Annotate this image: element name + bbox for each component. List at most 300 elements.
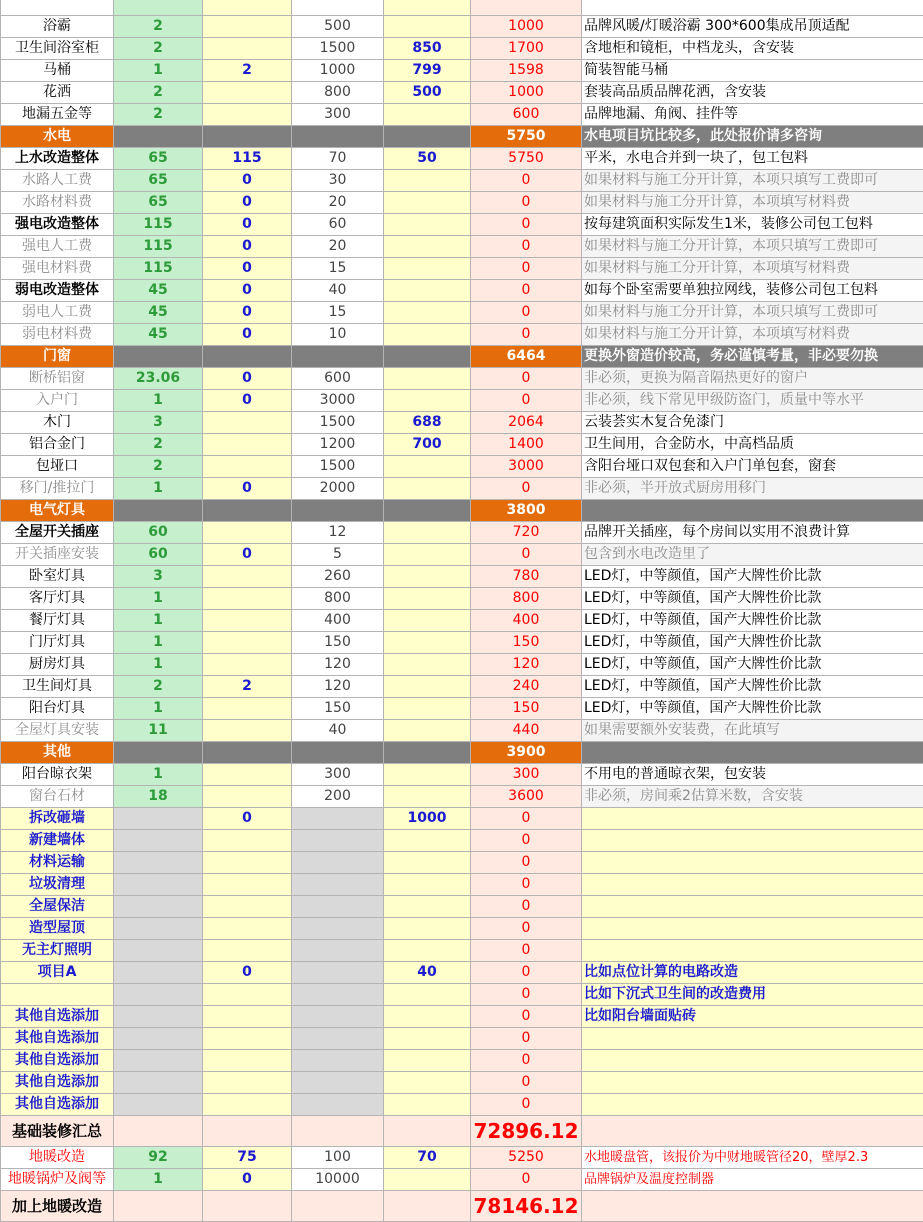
unit-price-cell[interactable]: 10000	[292, 1169, 384, 1191]
area-cell[interactable]	[114, 830, 203, 852]
unit-price-cell[interactable]: 1500	[292, 412, 384, 434]
item-name-cell[interactable]: 全屋开关插座	[1, 522, 114, 544]
note-cell[interactable]	[582, 874, 923, 896]
item-name-cell[interactable]: 强电材料费	[1, 258, 114, 280]
area-cell[interactable]: 18	[114, 786, 203, 808]
item-name-cell[interactable]: 其他自选添加	[1, 1050, 114, 1072]
actual-price-cell[interactable]	[384, 1191, 471, 1222]
area-cell[interactable]: 1	[114, 654, 203, 676]
actual-price-cell[interactable]	[384, 676, 471, 698]
item-name-cell[interactable]	[1, 0, 114, 16]
item-name-cell[interactable]: 其他自选添加	[1, 1072, 114, 1094]
actual-price-cell[interactable]	[384, 632, 471, 654]
note-cell[interactable]: 如每个卧室需要单独拉网线，装修公司包工包料	[582, 280, 923, 302]
unit-price-cell[interactable]: 15	[292, 302, 384, 324]
amount-cell[interactable]: 150	[471, 632, 582, 654]
count-cell[interactable]: 75	[203, 1147, 292, 1169]
actual-price-cell[interactable]	[384, 104, 471, 126]
note-cell[interactable]: 卫生间用，合金防水，中高档品质	[582, 434, 923, 456]
count-cell[interactable]	[203, 632, 292, 654]
note-cell[interactable]: 非必须，半开放式厨房用移门	[582, 478, 923, 500]
amount-cell[interactable]: 1000	[471, 16, 582, 38]
actual-price-cell[interactable]	[384, 302, 471, 324]
item-name-cell[interactable]: 铝合金门	[1, 434, 114, 456]
actual-price-cell[interactable]: 799	[384, 60, 471, 82]
unit-price-cell[interactable]: 100	[292, 1147, 384, 1169]
item-name-cell[interactable]: 其他自选添加	[1, 1094, 114, 1116]
actual-price-cell[interactable]	[384, 346, 471, 368]
item-name-cell[interactable]: 强电改造整体	[1, 214, 114, 236]
actual-price-cell[interactable]	[384, 940, 471, 962]
count-cell[interactable]	[203, 82, 292, 104]
note-cell[interactable]	[582, 1116, 923, 1147]
count-cell[interactable]: 0	[203, 236, 292, 258]
actual-price-cell[interactable]: 70	[384, 1147, 471, 1169]
actual-price-cell[interactable]	[384, 720, 471, 742]
item-name-cell[interactable]: 水路材料费	[1, 192, 114, 214]
count-cell[interactable]: 0	[203, 214, 292, 236]
amount-cell[interactable]: 240	[471, 676, 582, 698]
note-cell[interactable]: 如果材料与施工分开计算，本项填写材料费	[582, 324, 923, 346]
area-cell[interactable]	[114, 1006, 203, 1028]
unit-price-cell[interactable]: 3000	[292, 390, 384, 412]
note-cell[interactable]: 非必须，线下常见甲级防盗门，质量中等水平	[582, 390, 923, 412]
count-cell[interactable]	[203, 1116, 292, 1147]
count-cell[interactable]	[203, 654, 292, 676]
area-cell[interactable]: 1	[114, 1169, 203, 1191]
unit-price-cell[interactable]: 60	[292, 214, 384, 236]
amount-cell[interactable]: 0	[471, 192, 582, 214]
amount-cell[interactable]: 1000	[471, 82, 582, 104]
actual-price-cell[interactable]	[384, 544, 471, 566]
item-name-cell[interactable]: 其他	[1, 742, 114, 764]
count-cell[interactable]: 0	[203, 192, 292, 214]
amount-cell[interactable]: 300	[471, 764, 582, 786]
note-cell[interactable]: 如果材料与施工分开计算，本项填写材料费	[582, 192, 923, 214]
note-cell[interactable]: 云装荟实木复合免漆门	[582, 412, 923, 434]
area-cell[interactable]: 60	[114, 522, 203, 544]
note-cell[interactable]	[582, 1094, 923, 1116]
note-cell[interactable]: LED灯，中等颜值，国产大牌性价比款	[582, 588, 923, 610]
note-cell[interactable]	[582, 830, 923, 852]
item-name-cell[interactable]: 移门/推拉门	[1, 478, 114, 500]
area-cell[interactable]: 1	[114, 588, 203, 610]
unit-price-cell[interactable]: 600	[292, 368, 384, 390]
amount-cell[interactable]: 120	[471, 654, 582, 676]
unit-price-cell[interactable]	[292, 984, 384, 1006]
amount-cell[interactable]: 0	[471, 852, 582, 874]
area-cell[interactable]	[114, 742, 203, 764]
area-cell[interactable]: 23.06	[114, 368, 203, 390]
area-cell[interactable]: 1	[114, 698, 203, 720]
unit-price-cell[interactable]	[292, 1191, 384, 1222]
item-name-cell[interactable]: 餐厅灯具	[1, 610, 114, 632]
item-name-cell[interactable]: 地暖锅炉及阀等	[1, 1169, 114, 1191]
area-cell[interactable]: 2	[114, 434, 203, 456]
unit-price-cell[interactable]: 400	[292, 610, 384, 632]
count-cell[interactable]: 0	[203, 478, 292, 500]
area-cell[interactable]: 1	[114, 764, 203, 786]
unit-price-cell[interactable]: 200	[292, 786, 384, 808]
actual-price-cell[interactable]	[384, 522, 471, 544]
unit-price-cell[interactable]: 260	[292, 566, 384, 588]
actual-price-cell[interactable]	[384, 1169, 471, 1191]
count-cell[interactable]	[203, 0, 292, 16]
note-cell[interactable]: 比如点位计算的电路改造	[582, 962, 923, 984]
unit-price-cell[interactable]: 120	[292, 676, 384, 698]
count-cell[interactable]	[203, 434, 292, 456]
area-cell[interactable]: 45	[114, 280, 203, 302]
amount-cell[interactable]: 3000	[471, 456, 582, 478]
area-cell[interactable]: 1	[114, 60, 203, 82]
note-cell[interactable]: LED灯，中等颜值，国产大牌性价比款	[582, 676, 923, 698]
amount-cell[interactable]: 5250	[471, 1147, 582, 1169]
note-cell[interactable]	[582, 896, 923, 918]
note-cell[interactable]	[582, 808, 923, 830]
unit-price-cell[interactable]	[292, 1116, 384, 1147]
item-name-cell[interactable]: 垃圾清理	[1, 874, 114, 896]
unit-price-cell[interactable]	[292, 940, 384, 962]
actual-price-cell[interactable]	[384, 478, 471, 500]
item-name-cell[interactable]: 客厅灯具	[1, 588, 114, 610]
count-cell[interactable]	[203, 984, 292, 1006]
amount-cell[interactable]: 78146.12	[471, 1191, 582, 1222]
area-cell[interactable]	[114, 852, 203, 874]
actual-price-cell[interactable]	[384, 456, 471, 478]
item-name-cell[interactable]: 拆改砸墙	[1, 808, 114, 830]
actual-price-cell[interactable]	[384, 236, 471, 258]
unit-price-cell[interactable]: 1500	[292, 456, 384, 478]
note-cell[interactable]: 如果材料与施工分开计算，本项填写材料费	[582, 258, 923, 280]
actual-price-cell[interactable]	[384, 170, 471, 192]
area-cell[interactable]	[114, 1116, 203, 1147]
unit-price-cell[interactable]: 120	[292, 654, 384, 676]
area-cell[interactable]: 2	[114, 676, 203, 698]
amount-cell[interactable]: 0	[471, 918, 582, 940]
amount-cell[interactable]: 0	[471, 390, 582, 412]
area-cell[interactable]: 2	[114, 82, 203, 104]
actual-price-cell[interactable]: 40	[384, 962, 471, 984]
amount-cell[interactable]: 400	[471, 610, 582, 632]
area-cell[interactable]: 3	[114, 412, 203, 434]
item-name-cell[interactable]: 材料运输	[1, 852, 114, 874]
actual-price-cell[interactable]	[384, 500, 471, 522]
unit-price-cell[interactable]: 300	[292, 104, 384, 126]
unit-price-cell[interactable]	[292, 500, 384, 522]
area-cell[interactable]: 2	[114, 104, 203, 126]
area-cell[interactable]	[114, 918, 203, 940]
item-name-cell[interactable]: 加上地暖改造	[1, 1191, 114, 1222]
amount-cell[interactable]: 0	[471, 940, 582, 962]
unit-price-cell[interactable]: 150	[292, 698, 384, 720]
count-cell[interactable]: 0	[203, 962, 292, 984]
area-cell[interactable]	[114, 984, 203, 1006]
area-cell[interactable]	[114, 1028, 203, 1050]
actual-price-cell[interactable]	[384, 654, 471, 676]
amount-cell[interactable]: 0	[471, 544, 582, 566]
actual-price-cell[interactable]: 1000	[384, 808, 471, 830]
count-cell[interactable]: 0	[203, 808, 292, 830]
note-cell[interactable]: 包含到水电改造里了	[582, 544, 923, 566]
count-cell[interactable]	[203, 412, 292, 434]
note-cell[interactable]: 更换外窗造价较高，务必谨慎考量，非必要勿换	[582, 346, 923, 368]
actual-price-cell[interactable]	[384, 566, 471, 588]
area-cell[interactable]	[114, 808, 203, 830]
unit-price-cell[interactable]	[292, 852, 384, 874]
note-cell[interactable]: LED灯，中等颜值，国产大牌性价比款	[582, 698, 923, 720]
item-name-cell[interactable]: 弱电材料费	[1, 324, 114, 346]
count-cell[interactable]	[203, 566, 292, 588]
amount-cell[interactable]: 0	[471, 962, 582, 984]
note-cell[interactable]	[582, 500, 923, 522]
item-name-cell[interactable]: 浴霸	[1, 16, 114, 38]
area-cell[interactable]: 45	[114, 324, 203, 346]
unit-price-cell[interactable]: 70	[292, 148, 384, 170]
area-cell[interactable]: 2	[114, 456, 203, 478]
count-cell[interactable]: 0	[203, 280, 292, 302]
area-cell[interactable]: 115	[114, 214, 203, 236]
actual-price-cell[interactable]	[384, 390, 471, 412]
note-cell[interactable]: 如果材料与施工分开计算，本项只填写工费即可	[582, 236, 923, 258]
unit-price-cell[interactable]: 15	[292, 258, 384, 280]
note-cell[interactable]: 含阳台垭口双包套和入户门单包套，窗套	[582, 456, 923, 478]
actual-price-cell[interactable]	[384, 1072, 471, 1094]
unit-price-cell[interactable]: 1200	[292, 434, 384, 456]
unit-price-cell[interactable]: 2000	[292, 478, 384, 500]
item-name-cell[interactable]: 其他自选添加	[1, 1028, 114, 1050]
area-cell[interactable]: 2	[114, 16, 203, 38]
area-cell[interactable]	[114, 0, 203, 16]
unit-price-cell[interactable]: 30	[292, 170, 384, 192]
note-cell[interactable]	[582, 1028, 923, 1050]
actual-price-cell[interactable]	[384, 280, 471, 302]
count-cell[interactable]	[203, 1050, 292, 1072]
amount-cell[interactable]: 0	[471, 1028, 582, 1050]
area-cell[interactable]: 2	[114, 38, 203, 60]
amount-cell[interactable]: 1700	[471, 38, 582, 60]
count-cell[interactable]	[203, 104, 292, 126]
amount-cell[interactable]: 0	[471, 280, 582, 302]
note-cell[interactable]: 品牌地漏、角阀、挂件等	[582, 104, 923, 126]
actual-price-cell[interactable]	[384, 698, 471, 720]
count-cell[interactable]	[203, 346, 292, 368]
note-cell[interactable]: 比如阳台墙面贴砖	[582, 1006, 923, 1028]
unit-price-cell[interactable]	[292, 0, 384, 16]
amount-cell[interactable]: 0	[471, 170, 582, 192]
area-cell[interactable]	[114, 500, 203, 522]
area-cell[interactable]: 115	[114, 258, 203, 280]
item-name-cell[interactable]: 弱电人工费	[1, 302, 114, 324]
item-name-cell[interactable]: 弱电改造整体	[1, 280, 114, 302]
area-cell[interactable]: 65	[114, 148, 203, 170]
item-name-cell[interactable]: 卫生间浴室柜	[1, 38, 114, 60]
count-cell[interactable]	[203, 742, 292, 764]
count-cell[interactable]	[203, 610, 292, 632]
actual-price-cell[interactable]	[384, 1050, 471, 1072]
actual-price-cell[interactable]: 50	[384, 148, 471, 170]
actual-price-cell[interactable]	[384, 742, 471, 764]
note-cell[interactable]: 非必须，房间乘2估算米数，含安装	[582, 786, 923, 808]
amount-cell[interactable]: 0	[471, 324, 582, 346]
actual-price-cell[interactable]	[384, 1006, 471, 1028]
note-cell[interactable]: 比如下沉式卫生间的改造费用	[582, 984, 923, 1006]
area-cell[interactable]	[114, 940, 203, 962]
note-cell[interactable]	[582, 0, 923, 16]
note-cell[interactable]: 不用电的普通晾衣架，包安装	[582, 764, 923, 786]
note-cell[interactable]	[582, 742, 923, 764]
amount-cell[interactable]: 150	[471, 698, 582, 720]
amount-cell[interactable]: 0	[471, 1050, 582, 1072]
amount-cell[interactable]: 0	[471, 830, 582, 852]
item-name-cell[interactable]: 卧室灯具	[1, 566, 114, 588]
area-cell[interactable]	[114, 874, 203, 896]
count-cell[interactable]	[203, 698, 292, 720]
note-cell[interactable]: 按每建筑面积实际发生1米，装修公司包工包料	[582, 214, 923, 236]
item-name-cell[interactable]: 电气灯具	[1, 500, 114, 522]
area-cell[interactable]	[114, 1050, 203, 1072]
amount-cell[interactable]: 5750	[471, 126, 582, 148]
unit-price-cell[interactable]	[292, 962, 384, 984]
unit-price-cell[interactable]	[292, 126, 384, 148]
area-cell[interactable]: 11	[114, 720, 203, 742]
count-cell[interactable]: 0	[203, 258, 292, 280]
unit-price-cell[interactable]	[292, 830, 384, 852]
item-name-cell[interactable]: 花洒	[1, 82, 114, 104]
area-cell[interactable]: 1	[114, 478, 203, 500]
count-cell[interactable]	[203, 1094, 292, 1116]
note-cell[interactable]	[582, 940, 923, 962]
unit-price-cell[interactable]	[292, 346, 384, 368]
item-name-cell[interactable]: 水电	[1, 126, 114, 148]
note-cell[interactable]: 如果材料与施工分开计算，本项只填写工费即可	[582, 170, 923, 192]
area-cell[interactable]	[114, 1072, 203, 1094]
unit-price-cell[interactable]: 10	[292, 324, 384, 346]
actual-price-cell[interactable]	[384, 1094, 471, 1116]
count-cell[interactable]: 115	[203, 148, 292, 170]
note-cell[interactable]: LED灯，中等颜值，国产大牌性价比款	[582, 610, 923, 632]
note-cell[interactable]: 如果材料与施工分开计算，本项只填写工费即可	[582, 302, 923, 324]
amount-cell[interactable]: 0	[471, 984, 582, 1006]
area-cell[interactable]	[114, 1094, 203, 1116]
count-cell[interactable]	[203, 896, 292, 918]
item-name-cell[interactable]: 断桥铝窗	[1, 368, 114, 390]
count-cell[interactable]	[203, 830, 292, 852]
area-cell[interactable]: 1	[114, 390, 203, 412]
unit-price-cell[interactable]: 12	[292, 522, 384, 544]
area-cell[interactable]	[114, 896, 203, 918]
area-cell[interactable]: 92	[114, 1147, 203, 1169]
item-name-cell[interactable]: 卫生间灯具	[1, 676, 114, 698]
area-cell[interactable]	[114, 1191, 203, 1222]
actual-price-cell[interactable]	[384, 16, 471, 38]
item-name-cell[interactable]: 基础装修汇总	[1, 1116, 114, 1147]
count-cell[interactable]: 0	[203, 368, 292, 390]
actual-price-cell[interactable]	[384, 896, 471, 918]
unit-price-cell[interactable]: 500	[292, 16, 384, 38]
note-cell[interactable]: 简装智能马桶	[582, 60, 923, 82]
note-cell[interactable]: 套装高品质品牌花洒，含安装	[582, 82, 923, 104]
unit-price-cell[interactable]	[292, 1006, 384, 1028]
amount-cell[interactable]: 0	[471, 896, 582, 918]
note-cell[interactable]	[582, 1050, 923, 1072]
item-name-cell[interactable]: 厨房灯具	[1, 654, 114, 676]
amount-cell[interactable]: 780	[471, 566, 582, 588]
count-cell[interactable]	[203, 918, 292, 940]
actual-price-cell[interactable]	[384, 1116, 471, 1147]
item-name-cell[interactable]: 上水改造整体	[1, 148, 114, 170]
note-cell[interactable]: LED灯，中等颜值，国产大牌性价比款	[582, 566, 923, 588]
actual-price-cell[interactable]: 850	[384, 38, 471, 60]
item-name-cell[interactable]: 强电人工费	[1, 236, 114, 258]
unit-price-cell[interactable]	[292, 1050, 384, 1072]
count-cell[interactable]	[203, 720, 292, 742]
actual-price-cell[interactable]: 700	[384, 434, 471, 456]
item-name-cell[interactable]: 造型屋顶	[1, 918, 114, 940]
note-cell[interactable]: 非必须，更换为隔音隔热更好的窗户	[582, 368, 923, 390]
actual-price-cell[interactable]	[384, 786, 471, 808]
unit-price-cell[interactable]	[292, 1028, 384, 1050]
unit-price-cell[interactable]: 800	[292, 82, 384, 104]
actual-price-cell[interactable]	[384, 192, 471, 214]
count-cell[interactable]: 0	[203, 302, 292, 324]
unit-price-cell[interactable]	[292, 1094, 384, 1116]
count-cell[interactable]	[203, 588, 292, 610]
count-cell[interactable]	[203, 940, 292, 962]
item-name-cell[interactable]: 包垭口	[1, 456, 114, 478]
item-name-cell[interactable]: 木门	[1, 412, 114, 434]
unit-price-cell[interactable]	[292, 808, 384, 830]
area-cell[interactable]: 3	[114, 566, 203, 588]
actual-price-cell[interactable]	[384, 0, 471, 16]
amount-cell[interactable]: 0	[471, 874, 582, 896]
amount-cell[interactable]: 3900	[471, 742, 582, 764]
area-cell[interactable]: 45	[114, 302, 203, 324]
actual-price-cell[interactable]	[384, 324, 471, 346]
amount-cell[interactable]: 0	[471, 1094, 582, 1116]
count-cell[interactable]	[203, 1191, 292, 1222]
unit-price-cell[interactable]: 20	[292, 236, 384, 258]
actual-price-cell[interactable]	[384, 764, 471, 786]
actual-price-cell[interactable]	[384, 984, 471, 1006]
note-cell[interactable]: 品牌开关插座，每个房间以实用不浪费计算	[582, 522, 923, 544]
area-cell[interactable]: 1	[114, 632, 203, 654]
area-cell[interactable]	[114, 126, 203, 148]
area-cell[interactable]: 1	[114, 610, 203, 632]
unit-price-cell[interactable]: 20	[292, 192, 384, 214]
actual-price-cell[interactable]	[384, 258, 471, 280]
area-cell[interactable]: 60	[114, 544, 203, 566]
count-cell[interactable]	[203, 38, 292, 60]
amount-cell[interactable]: 720	[471, 522, 582, 544]
item-name-cell[interactable]: 地暖改造	[1, 1147, 114, 1169]
item-name-cell[interactable]: 无主灯照明	[1, 940, 114, 962]
amount-cell[interactable]: 0	[471, 1169, 582, 1191]
amount-cell[interactable]: 3600	[471, 786, 582, 808]
note-cell[interactable]: 水电项目坑比较多，此处报价请多咨询	[582, 126, 923, 148]
area-cell[interactable]: 65	[114, 170, 203, 192]
unit-price-cell[interactable]: 1500	[292, 38, 384, 60]
note-cell[interactable]	[582, 852, 923, 874]
note-cell[interactable]	[582, 1191, 923, 1222]
unit-price-cell[interactable]: 1000	[292, 60, 384, 82]
actual-price-cell[interactable]	[384, 214, 471, 236]
unit-price-cell[interactable]: 40	[292, 280, 384, 302]
actual-price-cell[interactable]	[384, 368, 471, 390]
unit-price-cell[interactable]: 800	[292, 588, 384, 610]
item-name-cell[interactable]: 水路人工费	[1, 170, 114, 192]
amount-cell[interactable]: 600	[471, 104, 582, 126]
count-cell[interactable]	[203, 126, 292, 148]
